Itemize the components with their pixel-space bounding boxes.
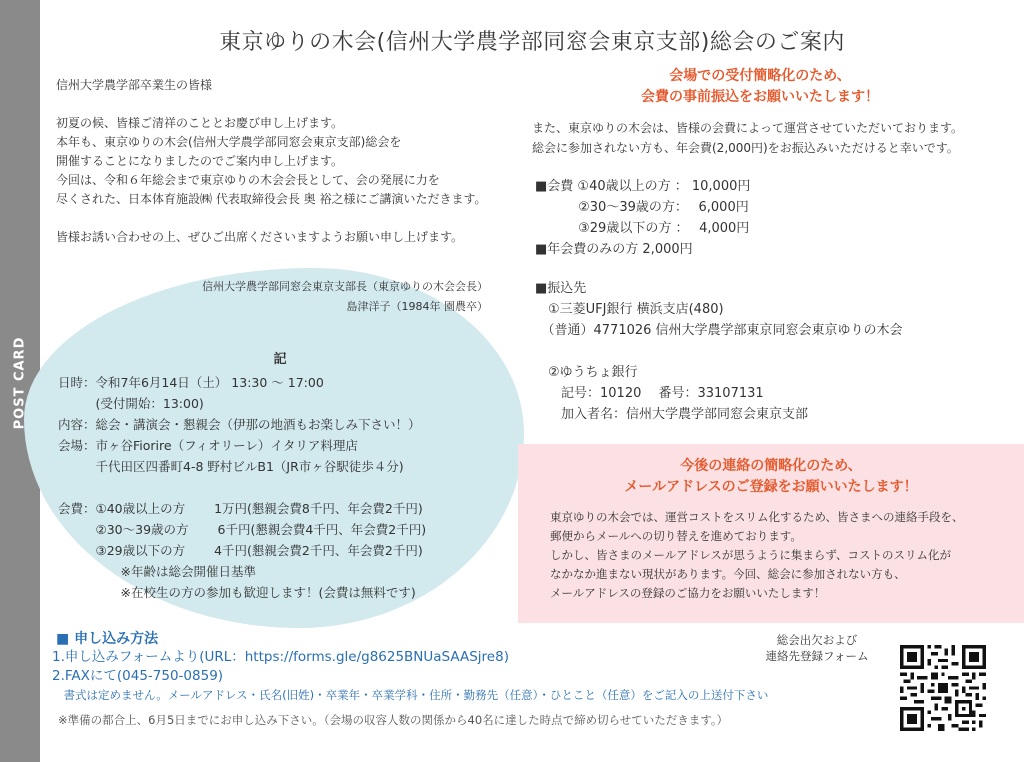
prepay-heading [530, 66, 990, 108]
email-notice-heading [518, 456, 1024, 498]
intro-line: 本年も、東京ゆりの木会(信州大学農学部同窓会東京支部)総会を [56, 135, 402, 149]
detail-line: 会場：市ヶ谷Fiorire（フィオリーレ）イタリア料理店 [58, 438, 358, 453]
apply-instructions: 書式は定めません。メールアドレス・氏名(旧姓)・卒業年・卒業学科・住所・勤務先（任意）・ひとこと（任意）をご記入の上送付下さい [52, 688, 769, 702]
prepay-body-line: 総会に参加されない方も、年会費(2,000円)をお振込みいただけると幸いです。 [532, 141, 959, 155]
prepay-heading-line: 会場での受付簡略化のため、 [669, 68, 851, 84]
detail-line: 千代田区四番町4-8 野村ビルB1（JR市ヶ谷駅徒歩４分) [58, 459, 404, 474]
fee-line: ■会費 ①40歳以上の方 ： 10,000円 [535, 179, 751, 194]
prepay-heading-line: 会費の事前振込をお願いいたします！ [641, 89, 879, 105]
detail-line: (受付開始：13:00) [58, 396, 204, 411]
detail-line: ③29歳以下の方 4千円(懇親会費2千円、年会費2千円) [58, 543, 423, 558]
apply-form-link[interactable]: 1.申し込みフォームより(URL：https://forms.gle/g8625BNUaSAASjre8) [52, 649, 509, 665]
intro-line: 尽くされた、日本体育施設㈱ 代表取締役会長 奥 裕之様にご講演いただきます。 [56, 192, 487, 206]
fee-line: ③29歳以下の方 ： 4,000円 [535, 221, 750, 236]
qr-label-line: 総会出欠および [776, 633, 858, 647]
closing-line: 皆様お誘い合わせの上、ぜひご出席くださいますようお願い申し上げます。 [56, 230, 464, 244]
detail-line: 会費：①40歳以上の方 1万円(懇親会費8千円、年会費2千円) [58, 501, 423, 516]
fee-list [535, 176, 750, 260]
detail-line: ※在校生の方の参加も歓迎します！(会費は無料です) [58, 585, 416, 600]
detail-line: 内容：総会・講演会・懇親会（伊那の地酒もお楽しみ下さい！） [58, 417, 421, 432]
qr-label [752, 632, 882, 664]
bank-line [535, 341, 903, 362]
bank-line: （普通）4771026 信州大学農学部東京同窓会東京ゆりの木会 [535, 323, 903, 338]
registration-qr-code[interactable] [900, 645, 986, 731]
sidebar-label: POST CARD [12, 336, 28, 430]
email-heading-line: 今後の連絡の簡略化のため、 [680, 458, 862, 474]
email-body-line: しかし、皆さまのメールアドレスが思うように集まらず、コストのスリム化が [550, 548, 952, 562]
qr-label-line: 連絡先登録フォーム [765, 649, 869, 663]
intro-line: 開催することになりましたのでご案内申し上げます。 [56, 154, 344, 168]
prepay-body-line: また、東京ゆりの木会は、皆様の会費によって運営させていただいております。 [532, 121, 964, 135]
apply-fax: 2.FAXにて(045-750-0859) [52, 668, 224, 684]
page-title: 東京ゆりの木会(信州大学農学部同窓会東京支部)総会のご案内 [219, 30, 845, 55]
fee-line: ■年会費のみの方 2,000円 [535, 242, 693, 257]
bank-line: ②ゆうちょ銀行 [535, 365, 638, 380]
detail-line: ②30～39歳の方 6千円(懇親会費4千円、年会費2千円) [58, 522, 427, 537]
bank-line: ①三菱UFJ銀行 横浜支店(480) [535, 302, 724, 317]
fee-line: ②30～39歳の方： 6,000円 [535, 200, 749, 215]
email-body-line: 東京ゆりの木会では、運営コストをスリム化するため、皆さまへの連絡手段を、 [550, 510, 964, 524]
detail-line [58, 477, 426, 498]
detail-line: ※年齢は総会開催日基準 [58, 564, 256, 579]
email-body-line: なかなか進まない現状があります。今回、総会に参加されない方も、 [550, 567, 906, 581]
bank-line: ■振込先 [535, 281, 587, 296]
email-body-line: メールアドレスの登録のご協力をお願いいたします！ [550, 586, 826, 600]
prepay-body [532, 118, 963, 158]
bank-line: 記号：10120 番号：33107131 [535, 386, 764, 401]
sender-block [202, 277, 488, 317]
deadline-note: ※準備の都合上、6月5日までにお申し込み下さい。（会場の収容人数の関係から40名に達した時点で締め切らせていただきます。） [58, 713, 729, 727]
email-heading-line: メールアドレスのご登録をお願いいたします！ [624, 479, 918, 495]
event-details [58, 372, 426, 603]
apply-heading: ■ 申し込み方法 [56, 631, 159, 647]
sender-org: 信州大学農学部同窓会東京支部長（東京ゆりの木会会長） [202, 280, 488, 293]
apply-methods [52, 648, 768, 705]
intro-line: 今回は、令和６年総会まで東京ゆりの木会会長として、会の発展に力を [56, 173, 440, 187]
email-body-line: 郵便からメールへの切り替えを進めております。 [550, 529, 802, 543]
email-notice-body [550, 508, 964, 603]
bank-line: 加入者名：信州大学農学部同窓会東京支部 [535, 407, 809, 422]
detail-line: 日時：令和7年6月14日（土） 13:30 ～ 17:00 [58, 375, 324, 390]
intro-line: 初夏の候、皆様ご清祥のこととお慶び申し上げます。 [56, 116, 344, 130]
details-heading: 記 [273, 352, 287, 367]
salutation: 信州大学農学部卒業生の皆様 [56, 78, 213, 92]
sender-name: 島津洋子（1984年 園農卒） [346, 300, 488, 313]
bank-info [535, 278, 903, 425]
intro-paragraph [56, 114, 487, 247]
